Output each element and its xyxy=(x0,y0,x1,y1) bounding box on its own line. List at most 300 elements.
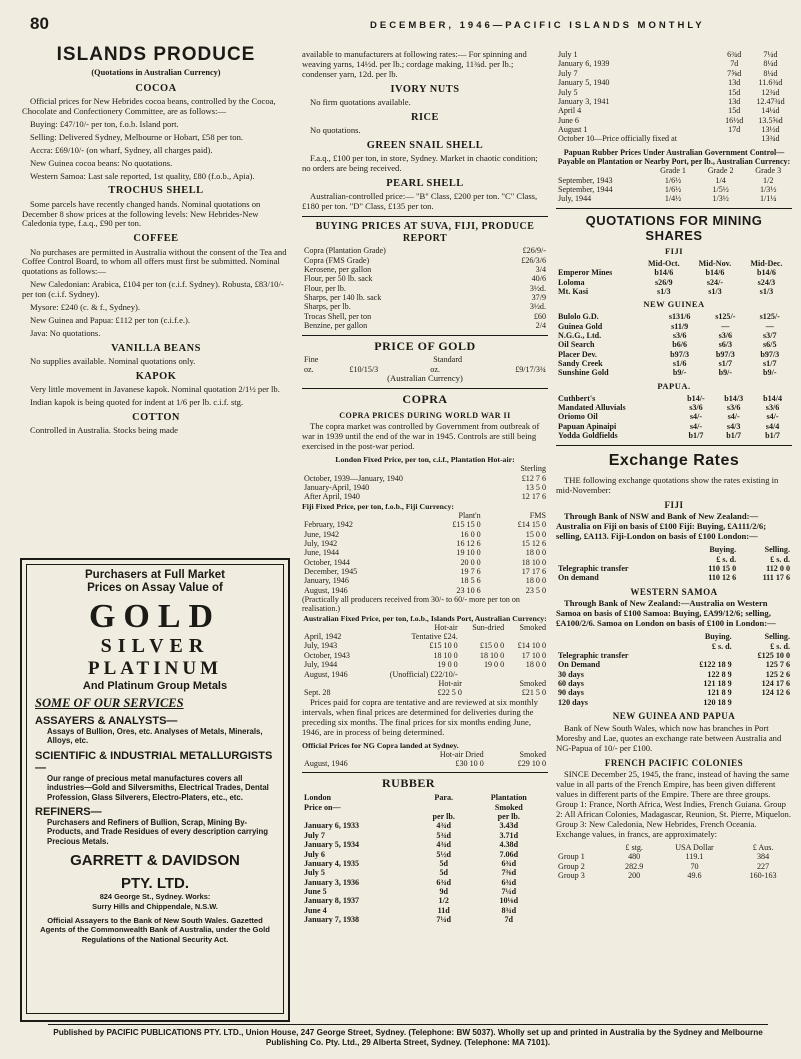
table-row xyxy=(302,632,548,641)
rubber-heading: RUBBER xyxy=(382,776,436,791)
table-cell: 23 10 6 xyxy=(456,585,481,595)
table-cell: January 4, 1935 xyxy=(304,858,360,868)
table-cell: October, 1944 xyxy=(304,557,350,567)
table-cell: £ stg. xyxy=(625,842,643,852)
table-row xyxy=(556,331,792,340)
table-cell: 15d xyxy=(728,87,741,97)
table-cell: October, 1943 xyxy=(304,650,350,660)
table-cell: 18 5 6 xyxy=(460,576,481,586)
table-cell: Group 2 xyxy=(558,861,585,871)
column-2 xyxy=(302,50,548,925)
gold-col: Standard xyxy=(433,355,463,365)
papuan-rubber-table xyxy=(556,166,792,204)
table-cell: Emperor Mines xyxy=(558,268,613,278)
table-row xyxy=(302,759,548,768)
table-row xyxy=(556,632,792,641)
table-cell: 17 10 0 xyxy=(521,650,546,660)
exchange-intro: THE following exchange quotations show the rates existing in mid-November: xyxy=(556,475,779,496)
sept-price-table xyxy=(302,679,548,698)
ad-platinum: PLATINUM xyxy=(87,658,223,680)
table-cell: Copra (FMS Grade) xyxy=(304,255,370,265)
gold-cell: £9/17/3¾ xyxy=(515,364,546,374)
ivory-text: No firm quotations available. xyxy=(310,96,411,107)
table-cell xyxy=(719,134,749,143)
table-cell: Kerosene, per gallon xyxy=(304,264,372,274)
table-row xyxy=(556,862,792,871)
cocoa-text: New Guinea cocoa beans: No quotations. xyxy=(30,157,173,168)
table-cell: £ Aus. xyxy=(752,842,774,852)
table-cell: b97/3 xyxy=(670,349,690,359)
table-cell: July 5 xyxy=(304,868,325,878)
ad-services-heading: SOME OF OUR SERVICES xyxy=(35,696,184,711)
table-row xyxy=(302,750,548,759)
table-cell: 110 12 6 xyxy=(708,573,737,583)
table-row xyxy=(302,878,548,887)
table-cell: b14/3 xyxy=(724,393,744,403)
table-cell: 1/6½ xyxy=(664,185,682,195)
suva-price-table xyxy=(302,246,548,330)
table-row xyxy=(302,312,548,321)
table-cell: s26/9 xyxy=(655,277,673,287)
table-row xyxy=(556,340,792,349)
table-row xyxy=(556,268,792,277)
table-row xyxy=(302,831,548,840)
table-cell xyxy=(556,632,675,641)
table-cell: b14/6 xyxy=(756,268,776,278)
table-cell: 7¼d xyxy=(436,915,452,925)
mining-papua: PAPUA. xyxy=(657,380,691,391)
table-cell: s1/7 xyxy=(763,359,777,369)
table-cell: Papuan Apinaipi xyxy=(558,421,617,431)
table-cell: b9/- xyxy=(763,368,777,378)
rice-heading: RICE xyxy=(411,111,439,123)
table-row xyxy=(302,530,548,539)
table-row xyxy=(302,660,548,669)
table-cell: s131/6 xyxy=(668,312,691,322)
table-cell: Sandy Creek xyxy=(558,359,603,369)
table-cell: £60 xyxy=(533,311,546,321)
ad-service-heading: SCIENTIFIC & INDUSTRIAL METALLURGISTS— xyxy=(35,749,273,774)
table-cell: 282.9 xyxy=(625,861,644,871)
column-3 xyxy=(556,50,792,880)
table-cell: 5½d xyxy=(436,849,452,859)
table-cell: 18 0 0 xyxy=(525,660,546,670)
mining-papua-table xyxy=(556,394,792,441)
table-cell: USA Dollar xyxy=(675,842,714,852)
table-cell: 16 12 6 xyxy=(456,538,481,548)
table-cell: £29 10 0 xyxy=(517,759,546,769)
table-cell: Buying. xyxy=(709,545,737,555)
table-cell: per lb. xyxy=(432,812,455,822)
table-cell: 70 xyxy=(690,861,699,871)
copra-heading: COPRA xyxy=(402,392,448,407)
rubber-price-table-continued xyxy=(556,50,792,144)
table-row xyxy=(556,106,792,115)
table-cell: 7.06d xyxy=(499,849,519,859)
ad-service-text: Our range of precious metal manufactures covers all industries—Gold and Silversmiths, Electrical Trades, Dental Profession, Glass Silverers, Electro-Platers, etc., etc. xyxy=(47,773,269,802)
table-row xyxy=(302,868,548,877)
exchange-samoa-text: Through Bank of New Zealand:—Australia on Western Samoa on basis of £100 Samoa: Buying, £A99/12/6; selling, £A100/2/6. Samoa on London on basis of £100 in London:— xyxy=(556,598,776,629)
table-cell: 2/4 xyxy=(535,321,546,331)
islands-produce-title: ISLANDS PRODUCE xyxy=(56,44,256,65)
table-cell xyxy=(460,632,506,641)
table-cell: July 6 xyxy=(304,849,325,859)
table-row xyxy=(302,567,548,576)
table-row xyxy=(556,670,792,679)
table-cell: 5¾d xyxy=(436,830,452,840)
pearl-text: Australian-controlled price:— "B" Class, £200 per ton. "C" Class, £180 per ton. "D" Class, £135 per ton. xyxy=(302,191,538,211)
table-row xyxy=(302,821,548,830)
table-cell: Group 3 xyxy=(558,870,585,880)
table-cell: Grade 3 xyxy=(755,166,782,176)
table-cell xyxy=(734,698,792,707)
table-row xyxy=(556,573,792,582)
table-row xyxy=(302,483,548,492)
table-cell: Telegraphic transfer xyxy=(558,564,629,574)
table-row xyxy=(302,906,548,915)
table-cell: £122 18 9 xyxy=(699,660,732,670)
exchange-ng-text: Bank of New South Wales, which now has branches in Port Moresby and Lae, quotes an exchange rate between Australia and NG-Papua of 10/- per £100. xyxy=(556,722,782,753)
ad-company-name: GARRETT & DAVIDSON xyxy=(70,851,240,869)
table-cell: £15 0 0 xyxy=(479,641,505,651)
table-cell: 18 0 0 xyxy=(525,548,546,558)
table-row xyxy=(302,284,548,293)
table-cell: 384 xyxy=(757,852,770,862)
table-cell: Grade 2 xyxy=(707,166,734,176)
cotton-continued: available to manufacturers at following rates:— For spinning and weaving yarns, 14½d. per lb.; cordage making, 11¾d. per lb.; condenser yarn, 12d. per lb. xyxy=(302,49,527,79)
table-row xyxy=(302,803,548,812)
table-cell: 13d xyxy=(728,78,741,88)
table-cell: s4/3 xyxy=(726,421,741,431)
table-cell: Flour, per lb. xyxy=(304,283,346,293)
table-row xyxy=(302,586,548,595)
table-cell: On Demand xyxy=(558,660,601,670)
table-cell: 37/9 xyxy=(531,293,546,303)
table-row xyxy=(556,78,792,87)
ad-service-text: Assays of Bullion, Ores, etc. Analyses of Metals, Minerals, Alloys, etc. xyxy=(47,727,263,746)
table-row xyxy=(556,116,792,125)
table-cell: January-April, 1940 xyxy=(304,483,370,493)
table-cell: 15d xyxy=(728,106,741,116)
table-cell: Loloma xyxy=(558,277,585,287)
table-row xyxy=(556,688,792,697)
table-row xyxy=(556,368,792,377)
table-cell: s125/- xyxy=(759,312,780,322)
cocoa-text: Accra: £69/10/- (on wharf, Sydney, all charges paid). xyxy=(30,144,213,155)
table-cell: s3/6 xyxy=(672,330,687,340)
table-cell: s4/- xyxy=(689,412,703,422)
table-cell: 112 0 0 xyxy=(766,564,790,574)
table-cell: 7d xyxy=(730,59,739,69)
table-cell: s1/7 xyxy=(718,359,733,369)
table-row xyxy=(556,545,792,554)
table-cell: 13.5⅝d xyxy=(758,115,783,125)
exchange-samoa: WESTERN SAMOA xyxy=(630,586,718,597)
table-cell: s3/6 xyxy=(689,403,703,413)
table-cell xyxy=(506,670,548,679)
table-cell: b1/7 xyxy=(688,431,704,441)
table-cell: £ s. d. xyxy=(716,554,737,564)
table-cell: Sharps, per 140 lb. sack xyxy=(304,293,382,303)
table-cell xyxy=(460,670,506,679)
table-cell: 125 2 6 xyxy=(765,669,790,679)
table-cell: July, 1943 xyxy=(304,641,338,651)
table-cell: Plant'n xyxy=(458,510,481,520)
table-row xyxy=(556,97,792,106)
table-cell: January 3, 1941 xyxy=(558,96,610,106)
ng-copra-table xyxy=(302,750,548,769)
table-cell: 122 8 9 xyxy=(707,669,732,679)
table-cell: Benzine, per gallon xyxy=(304,321,368,331)
table-cell: 7⅜d xyxy=(501,868,517,878)
table-cell xyxy=(302,623,367,632)
gold-currency-note: (Australian Currency) xyxy=(387,373,463,384)
table-cell: 1/1¼ xyxy=(759,194,777,204)
table-row xyxy=(302,548,548,557)
table-cell xyxy=(556,843,613,852)
table-cell: 11.6¾d xyxy=(758,78,783,88)
table-cell: 9d xyxy=(439,887,448,897)
mining-fiji-table xyxy=(556,259,792,297)
french-colonies-text: SINCE December 25, 1945, the franc, instead of having the same value in all parts of the French Empire, has been given different values in different parts of the Empire. There are three groups. Group 1: France, North Africa, West Indies, French Guiana. Group 2: All African Colonies, Madagascar, Reunion, St. Pierre, Miquelon. Group 3: New Caledonia, New Hebrides, French Oceania. Exchange values, in francs, are approximately: xyxy=(556,768,791,839)
snail-heading: GREEN SNAIL SHELL xyxy=(366,139,484,151)
table-cell: 15 0 0 xyxy=(525,529,546,539)
table-cell: £15 15 0 xyxy=(452,520,481,530)
table-row xyxy=(556,555,792,564)
table-cell: 120 days xyxy=(558,697,588,707)
table-cell xyxy=(556,259,639,268)
coffee-heading: COFFEE xyxy=(133,233,179,245)
ad-line-1: Purchasers at Full Market xyxy=(85,569,225,581)
table-row xyxy=(556,852,792,861)
table-cell: 1/2 xyxy=(438,896,449,906)
table-cell: June 5 xyxy=(304,887,327,897)
table-cell: 30 days xyxy=(558,669,584,679)
table-cell xyxy=(556,545,684,554)
table-row xyxy=(556,259,792,268)
table-cell: January 8, 1937 xyxy=(304,896,360,906)
kapok-text: Indian kapok is being quoted for indent at 1/6 per lb. c.i.f. stg. xyxy=(30,397,244,408)
copra-subheading: COPRA PRICES DURING WORLD WAR II xyxy=(339,411,511,421)
ad-silver: SILVER xyxy=(100,635,210,658)
kapok-text: Very little movement in Javanese kapok. Nominal quotation 2/1½ per lb. xyxy=(30,384,280,395)
fiji-price-table xyxy=(302,511,548,595)
table-cell: 7¼d xyxy=(763,50,778,59)
table-row xyxy=(302,464,548,473)
table-cell: £14 10 0 xyxy=(517,641,546,651)
table-row xyxy=(556,134,792,143)
table-row xyxy=(302,793,548,802)
table-cell: 16½d xyxy=(725,115,744,125)
table-cell: Sunshine Gold xyxy=(558,368,609,378)
table-row xyxy=(556,871,792,880)
coffee-text: New Caledonian: Arabica, £104 per ton (c.i.f. Sydney). Robusta, £83/10/- per ton (c.i.f. Sydney). xyxy=(22,279,284,300)
ad-platinum-group: And Platinum Group Metals xyxy=(82,680,228,693)
table-cell: b9/- xyxy=(672,368,687,378)
table-row xyxy=(556,422,792,431)
gold-cell: £10/15/3 xyxy=(349,364,379,374)
table-cell: — xyxy=(765,321,774,331)
vanilla-text: No supplies available. Nominal quotations only. xyxy=(30,356,196,367)
table-cell: August, 1946 xyxy=(304,585,348,595)
table-cell: January, 1946 xyxy=(304,576,349,586)
table-cell: b1/7 xyxy=(726,431,742,441)
table-cell: Hot-air xyxy=(438,678,462,688)
table-cell: Placer Dev. xyxy=(558,349,597,359)
table-cell: 13d xyxy=(728,96,741,106)
table-cell: 6¾d xyxy=(501,858,517,868)
table-cell: 6¾d xyxy=(436,877,452,887)
table-cell: £26/9/- xyxy=(522,246,546,256)
suva-heading: BUYING PRICES AT SUVA, FIJI, PRODUCE REPORT xyxy=(315,220,535,244)
ad-service-heading: REFINERS— xyxy=(35,805,102,818)
table-cell: 1/6½ xyxy=(664,175,682,185)
table-cell: 3½d. xyxy=(529,302,546,312)
ad-agent-text: Official Assayers to the Bank of New South Wales. Gazetted Agents of the Commonwealth Bank of Australia, under the Gold Regulations of the National Security Act. xyxy=(40,915,270,944)
table-cell: Mandated Alluvials xyxy=(558,403,626,413)
table-cell: b14/6 xyxy=(654,268,674,278)
table-cell: 119.1 xyxy=(685,852,704,862)
table-cell: June 6 xyxy=(558,115,579,125)
table-cell: April, 1942 xyxy=(304,632,342,642)
table-row xyxy=(556,359,792,368)
exchange-heading: Exchange Rates xyxy=(608,451,740,469)
table-cell: (Unofficial) £22/10/- xyxy=(389,669,458,679)
table-row xyxy=(302,492,548,501)
table-cell: Selling. xyxy=(764,632,790,642)
table-row xyxy=(556,176,792,185)
table-cell: 3/4 xyxy=(535,264,546,274)
table-cell: Sharps, per lb. xyxy=(304,302,351,312)
table-cell: s24/- xyxy=(706,277,724,287)
table-cell xyxy=(302,750,394,759)
table-cell: 3.71d xyxy=(499,830,519,840)
table-cell: 4¾d xyxy=(436,840,452,850)
copra-note: (Practically all producers received from 30/- to 60/- more per ton on realisation.) xyxy=(302,595,520,614)
table-row xyxy=(556,679,792,688)
table-cell: 12 17 6 xyxy=(521,492,546,502)
table-cell: s6/5 xyxy=(763,340,777,350)
table-cell xyxy=(302,812,418,821)
table-cell: 19 7 6 xyxy=(460,567,481,577)
ad-gold: GOLD xyxy=(88,598,222,636)
mining-ng-table xyxy=(556,312,792,378)
table-row xyxy=(556,651,792,660)
table-row xyxy=(302,576,548,585)
table-cell: 12.47¾d xyxy=(756,96,785,106)
table-cell: 1/5½ xyxy=(712,185,729,195)
currency-note: (Quotations in Australian Currency) xyxy=(91,68,221,78)
table-cell: £12 7 6 xyxy=(521,473,546,483)
page-number: 80 xyxy=(30,14,49,33)
table-cell: July, 1944 xyxy=(558,194,592,204)
table-cell: b9/- xyxy=(718,368,733,378)
table-row xyxy=(302,887,548,896)
ad-line-2: Prices on Assay Value of xyxy=(87,582,223,595)
rubber-price-table xyxy=(302,793,548,924)
table-cell: 13¾d xyxy=(761,134,780,144)
table-cell: s1/3 xyxy=(708,286,722,296)
table-cell: Hot-air Dried xyxy=(439,749,484,759)
table-cell: FMS xyxy=(529,510,546,520)
ad-address: Surry Hills and Chippendale, N.S.W. xyxy=(92,901,218,911)
table-cell: 17d xyxy=(728,125,741,134)
cocoa-text: Buying: £47/10/- per ton, f.o.b. Island port. xyxy=(30,118,179,129)
table-cell: 19 0 0 xyxy=(437,660,458,670)
table-cell: per lb. xyxy=(497,812,520,822)
table-cell: 7¼d xyxy=(501,887,517,897)
table-row xyxy=(302,246,548,255)
table-cell: Bulolo G.D. xyxy=(558,312,599,322)
table-row xyxy=(302,641,548,650)
table-cell: 110 15 0 xyxy=(708,564,737,574)
table-cell: September, 1944 xyxy=(558,185,613,195)
table-row xyxy=(302,915,548,924)
table-row xyxy=(302,474,548,483)
table-cell xyxy=(302,464,493,473)
table-row xyxy=(556,59,792,68)
table-cell: b6/6 xyxy=(672,340,688,350)
table-cell: July 1 xyxy=(558,50,578,59)
coffee-text: New Guinea and Papua: £112 per ton (c.i.f.e.). xyxy=(30,315,191,326)
table-cell: 5d xyxy=(439,868,448,878)
table-cell: July, 1942 xyxy=(304,538,338,548)
copra-text: Prices paid for copra are tentative and are reviewed at six monthly intervals, when final prices are determined for deliveries during the preceding six months. The final prices for six months ending June, 1946, are in process of being determined. xyxy=(302,696,538,737)
table-cell: 23 5 0 xyxy=(525,585,546,595)
table-cell: 15 12 6 xyxy=(521,538,546,548)
table-cell: 18 10 0 xyxy=(479,650,505,660)
table-row xyxy=(302,274,548,283)
table-row xyxy=(302,293,548,302)
table-cell: April 4 xyxy=(558,106,582,116)
table-cell: s4/- xyxy=(766,412,779,422)
table-cell: Mid-Nov. xyxy=(698,258,732,268)
table-cell: Smoked xyxy=(519,749,546,759)
table-cell: August, 1946 xyxy=(304,669,348,679)
exchange-fiji-text: Through Bank of NSW and Bank of New Zealand:—Australia on Fiji on basis of £100 Fiji: Buying, £A111/2/6; selling, £A113. Fiji-London on basis of £100 London:— xyxy=(556,511,767,542)
table-cell: 200 xyxy=(628,870,641,880)
table-cell xyxy=(506,632,548,641)
table-cell: Selling. xyxy=(764,545,790,555)
table-row xyxy=(556,350,792,359)
table-cell: Smoked xyxy=(519,622,546,632)
table-cell: 19 10 0 xyxy=(456,548,481,558)
table-row xyxy=(556,88,792,97)
table-cell: July 5 xyxy=(558,87,578,97)
ivory-heading: IVORY NUTS xyxy=(390,83,460,95)
cocoa-text: Official prices for New Hebrides cocoa beans, controlled by the Cocoa, Chocolate and Confectionery Committee, are as follows:— xyxy=(22,95,276,116)
trochus-text: Some parcels have recently changed hands. Nominal quotations on December 8 show prices at the following levels: New Hebrides-New Caledonia type, f.a.q., £90 per ton. xyxy=(22,198,261,229)
table-cell: January 5, 1934 xyxy=(304,840,360,850)
table-cell: 6¾d xyxy=(727,50,742,59)
table-row xyxy=(302,859,548,868)
table-cell: 1/3½ xyxy=(759,185,777,195)
table-cell: £22 5 0 xyxy=(437,688,462,698)
table-cell: Sun-dried xyxy=(472,622,505,632)
table-cell: July, 1944 xyxy=(304,660,338,670)
copra-table-heading: Australian Fixed Price, per ton, f.o.b., Islands Port, Australian Currency: xyxy=(303,613,547,623)
table-row xyxy=(302,623,548,632)
table-cell: 40/6 xyxy=(531,274,546,284)
french-colonies-heading: FRENCH PACIFIC COLONIES xyxy=(604,757,744,768)
table-cell: 13 5 0 xyxy=(525,483,546,493)
table-cell: 1/4½ xyxy=(664,194,682,204)
exchange-samoa-table xyxy=(556,632,792,707)
table-row xyxy=(556,69,792,78)
table-row xyxy=(302,511,548,520)
table-cell: 8¼d xyxy=(763,68,778,78)
publisher-footer: Published by PACIFIC PUBLICATIONS PTY. LTD., Union House, 247 George Street, Sydney. (Telephone: BW 5037). Wholly set up and printed in Australia by the Sydney and Melbourne Publishing Co. Pty. Ltd., 29 Alberta Street, Sydney. (Telephone: MA 7101). xyxy=(48,1024,768,1048)
